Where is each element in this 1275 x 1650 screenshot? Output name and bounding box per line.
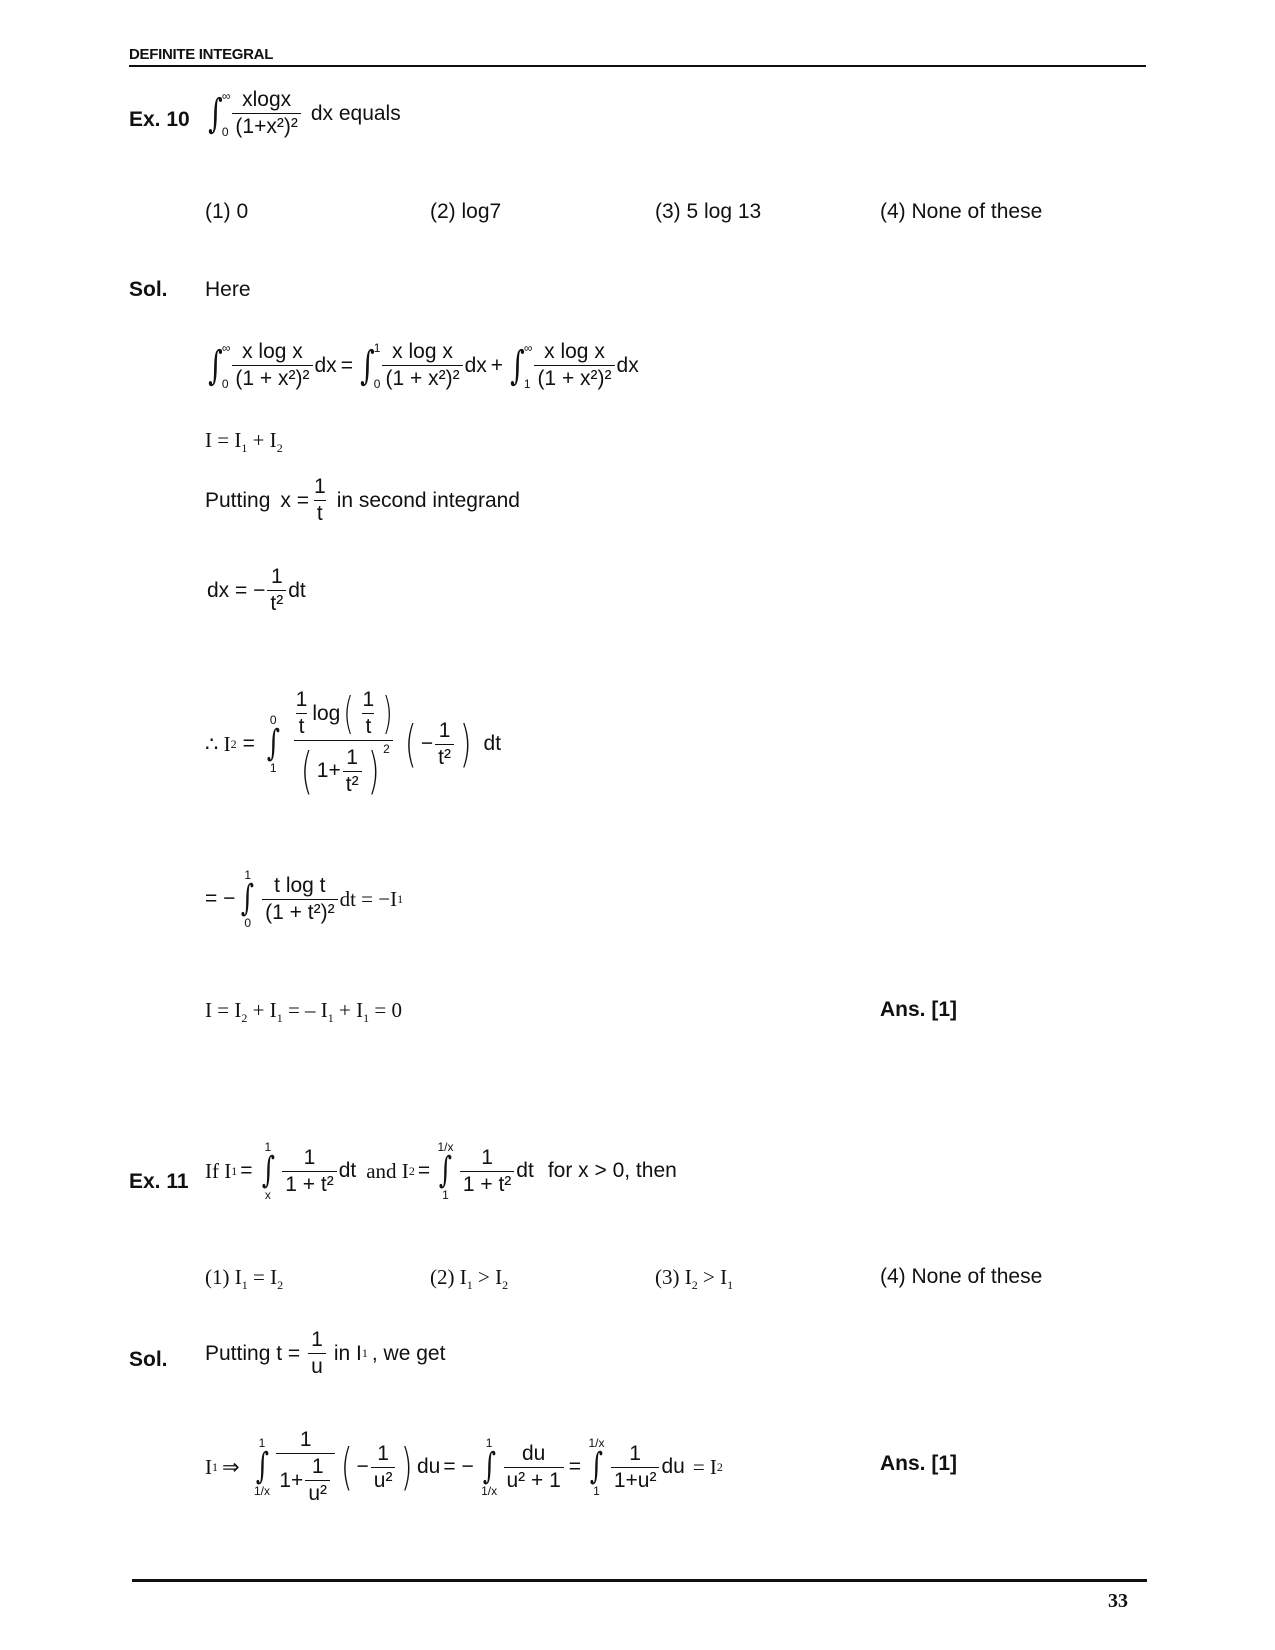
- ex11-option-2: (2) $I_1 > I_2$: [430, 1265, 509, 1293]
- ex10-option-1: (1) 0: [205, 200, 249, 223]
- ex11-option-4: (4) None of these: [880, 1265, 1043, 1288]
- ex11-answer: Ans. [1]: [880, 1452, 958, 1475]
- ex11-option-3: (3) $I_2 > I_1$: [655, 1265, 734, 1293]
- ex10-label: Ex. 10: [129, 108, 190, 131]
- sum-definition: $I = I_1 + I_2$: [205, 428, 283, 456]
- i2-expression: ∴ I 2 = 0 ∫ 1 $\frac{1}{t}$ log ( $\frac{1}{t}$ ) ( 1+ $\frac{1}{\text{t²}}$ ) $^2$ ( − $\frac{1}{\text{t²}}$ ) dt: [205, 688, 502, 800]
- ex10-sol-label: Sol.: [129, 278, 168, 301]
- ex11-question: If I 1 = 1 ∫ x $\frac{1}{\text{1 + t²}}$ dt and I 2 = 1/x ∫ 1 $\frac{1}{\text{1 + t²}}$ dt for x > 0, then: [205, 1140, 677, 1203]
- header-rule: [129, 65, 1146, 67]
- running-header: DEFINITE INTEGRAL: [129, 46, 274, 63]
- ex10-question-integral: ∫ ∞ 0 $\frac{xlogx}{\text{(1+x²)²}}$ dx equals: [208, 88, 401, 139]
- split-integral-equation: ∫ ∞ 0 $\frac{\text{x log x}}{\text{(1 + x²)²}}$ dx = ∫ 1 0 $\frac{\text{x log x}}{\text{(1 + x²)²}}$ dx + ∫ ∞ 1 $\frac{\text{x log x}}{\text{(1 + x²)²}}$ dx: [208, 340, 639, 391]
- ex10-option-4: (4) None of these: [880, 200, 1043, 223]
- ex10-option-3: (3) 5 log 13: [655, 200, 762, 223]
- page-number: 33: [1108, 1590, 1128, 1612]
- negative-i1-line: = − 1 ∫ 0 $\frac{\text{t log t}}{\text{(1 + t²)²}}$ dt = −I 1: [205, 868, 404, 931]
- ex11-sol-label: Sol.: [129, 1348, 168, 1371]
- ex11-label: Ex. 11: [129, 1170, 189, 1193]
- ex10-answer: Ans. [1]: [880, 998, 958, 1021]
- ex11-option-1: (1) $I_1 = I_2$: [205, 1265, 284, 1293]
- substitution-line: Putting x = $\frac{1}{t}$ in second integrand: [205, 475, 520, 525]
- footer-rule: [132, 1579, 1147, 1582]
- dx-line: dx = − $\frac{1}{\text{t²}}$ dt: [207, 565, 306, 615]
- ex11-derivation-chain: I 1 ⇒ 1 ∫ 1/x 1 1+ $\frac{1}{\text{u²}}$ ( − $\frac{1}{\text{u²}}$ ) du = − 1 ∫ 1/x $\frac{du}{\text{u² + 1}}$ = 1/x ∫ 1 $\frac{1}{\text{1+u²}}$ du = I 2: [205, 1428, 723, 1505]
- ex10-option-2: (2) log7: [430, 200, 502, 223]
- ex11-substitution: Putting t = $\frac{1}{u}$ in I 1 , we get: [205, 1328, 446, 1378]
- ex10-sol-intro: Here: [205, 278, 251, 301]
- ex10-final-result: $I = I_2 + I_1$ = – $I_1 + I_1 = 0$: [205, 998, 402, 1026]
